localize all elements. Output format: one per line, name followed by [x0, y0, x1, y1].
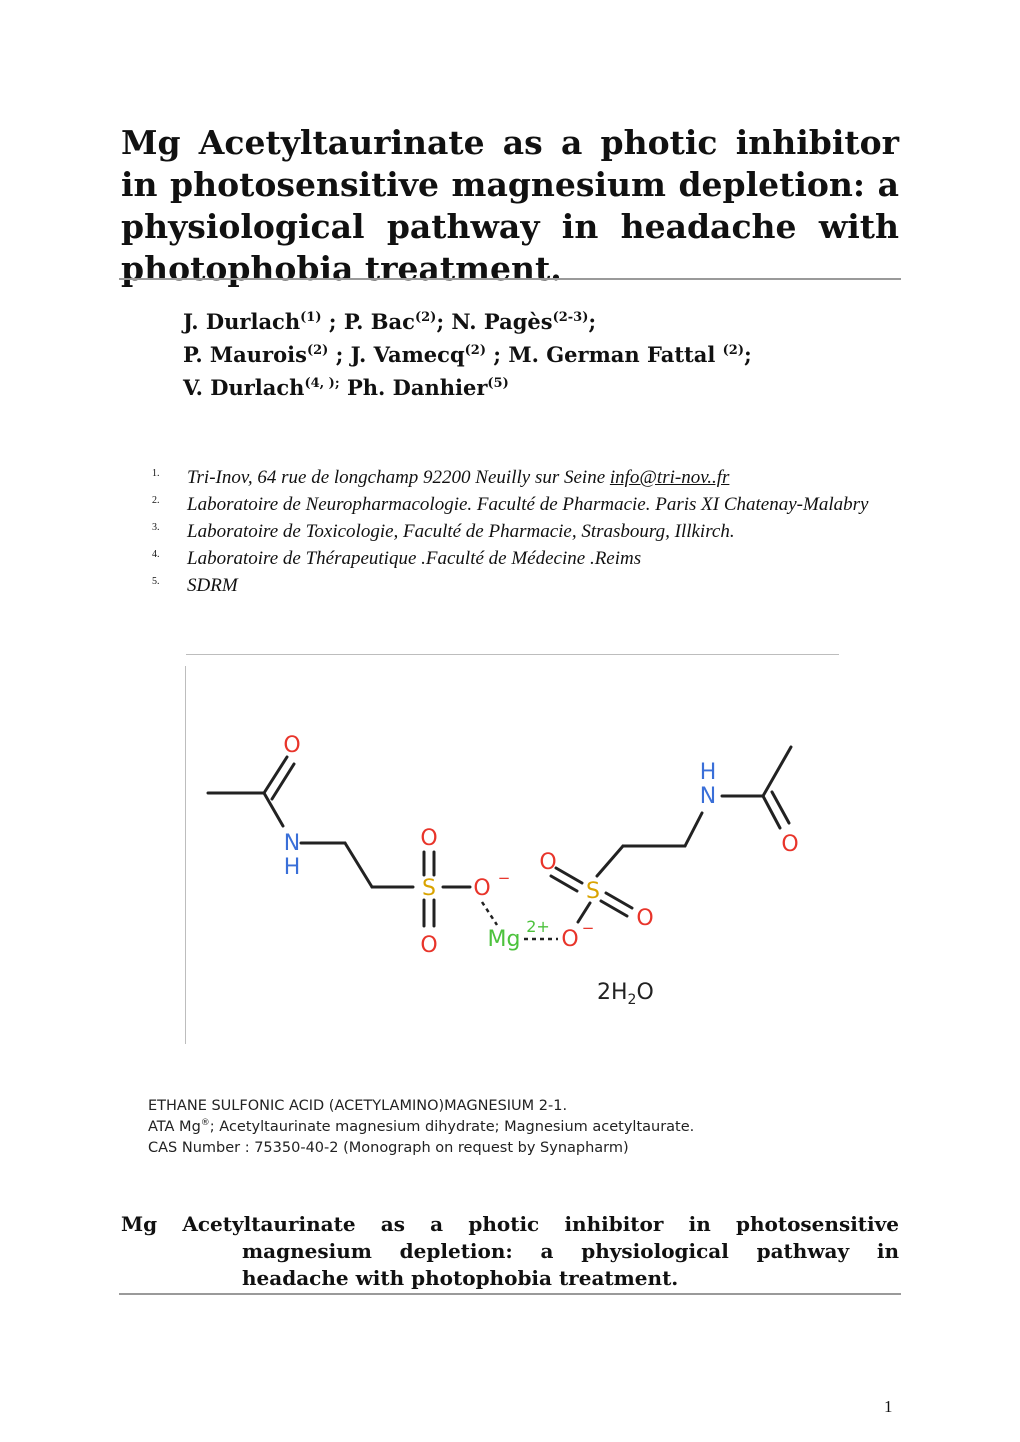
author-affil-ref: (2-3) [552, 310, 589, 325]
oxygen-anion: O [561, 927, 579, 952]
author-name: V. Durlach [183, 375, 305, 400]
oxygen-atom: O [283, 733, 301, 758]
oxygen-atom: O [539, 850, 557, 875]
oxygen-atom: O [420, 933, 438, 958]
author-separator: ; [485, 342, 509, 367]
author-separator [340, 375, 347, 400]
affiliation-text: SDRM [187, 575, 238, 596]
figure-caption [148, 1096, 868, 1159]
author-affil-ref: (1) [300, 310, 322, 325]
oxygen-atom: O [420, 826, 438, 851]
title-divider [119, 278, 901, 280]
caption-line-3: CAS Number : 75350-40-2 (Monograph on request by Synapharm) [148, 1140, 629, 1156]
section-title-line-2: magnesium depletion: a physiological pathway in [242, 1239, 899, 1263]
author-separator: ; [744, 342, 752, 367]
author-separator: ; [588, 309, 597, 334]
bond [763, 747, 791, 796]
author-affil-ref: (2) [722, 343, 745, 358]
author-separator: ; [328, 342, 351, 367]
author-line-1 [183, 305, 903, 338]
affiliation-number: 2. [152, 495, 160, 506]
affiliation-item [152, 572, 900, 599]
affiliation-number: 5. [152, 576, 160, 587]
magnesium-charge: 2+ [526, 917, 550, 936]
atom-labels [283, 733, 798, 958]
affiliation-address: Tri-Inov, 64 rue de longchamp 92200 Neuilly sur Seine [187, 467, 610, 488]
sulfur-atom: S [586, 879, 600, 904]
page-number: 1 [884, 1397, 893, 1416]
caption-line-2 [148, 1117, 868, 1138]
author-name: Ph. Danhier [346, 375, 488, 400]
bond [272, 764, 294, 799]
water-oxygen: O [636, 980, 654, 1005]
affiliation-number: 3. [152, 522, 160, 533]
author-affil-ref: (2) [306, 343, 329, 358]
magnesium-ion: Mg [487, 927, 521, 952]
bond [685, 813, 702, 846]
author-affil-ref: (4, ); [304, 376, 340, 391]
caption-text: ; Acetyltaurinate magnesium dihydrate; Magnesium acetyltaurate. [209, 1119, 695, 1135]
affiliation-list [152, 464, 900, 599]
nitrogen-atom: N [699, 784, 717, 809]
nitrogen-atom: N [283, 831, 301, 856]
bond [345, 843, 372, 887]
author-name: M. German Fattal [508, 342, 723, 367]
bond [264, 757, 287, 793]
registered-mark: ® [200, 1118, 210, 1128]
oxygen-atom: O [781, 832, 799, 857]
author-line-2 [183, 338, 903, 371]
author-affil-ref: (5) [487, 376, 509, 391]
affiliation-text: Laboratoire de Neuropharmacologie. Faculté de Pharmacie. Paris XI Chatenay-Malabry [187, 494, 869, 515]
affiliation-text: Laboratoire de Toxicologie, Faculté de Pharmacie, Strasbourg, Illkirch. [187, 521, 735, 542]
author-separator: ; [321, 309, 344, 334]
author-name: J. Vamecq [350, 342, 465, 367]
paper-title: Mg Acetyltaurinate as a photic inhibitor in photosensitive magnesium depletion: a physiological pathway in headache with photophobia treatment. [121, 123, 899, 288]
author-separator: ; [436, 309, 452, 334]
author-name: J. Durlach [183, 309, 301, 334]
author-name: N. Pagès [451, 309, 553, 334]
sulfur-atom: S [422, 876, 436, 901]
ionic-bond [482, 902, 497, 925]
author-line-3 [183, 371, 903, 404]
affiliation-item [152, 545, 900, 572]
author-name: P. Maurois [183, 342, 307, 367]
figure-frame-top [186, 654, 839, 655]
affiliation-number: 1. [152, 468, 160, 479]
caption-line-1: ETHANE SULFONIC ACID (ACETYLAMINO)MAGNESIUM 2-1. [148, 1098, 568, 1114]
affiliation-text [187, 464, 900, 491]
section-divider [119, 1293, 901, 1295]
affiliation-item [152, 464, 900, 491]
water-formula [597, 980, 654, 1008]
oxygen-atom: O [636, 906, 654, 931]
hydrogen-atom: H [699, 760, 717, 785]
author-list [183, 305, 903, 404]
author-affil-ref: (2) [414, 310, 437, 325]
section-title [121, 1211, 899, 1292]
email-link[interactable]: info@tri-nov..fr [609, 467, 730, 488]
oxygen-anion: O [473, 876, 491, 901]
negative-charge: − [581, 919, 595, 937]
water-subscript: 2 [627, 992, 637, 1008]
hydrogen-atom: H [283, 855, 301, 880]
bond [597, 846, 623, 876]
negative-charge: − [497, 869, 511, 887]
molecule-structure-diagram [190, 700, 810, 1020]
affiliation-text: Laboratoire de Thérapeutique .Faculté de Médecine .Reims [187, 548, 642, 569]
section-title-line-3: headache with photophobia treatment. [242, 1266, 679, 1290]
water-prefix: 2H [597, 980, 628, 1005]
affiliation-number: 4. [152, 549, 160, 560]
section-title-line-1: Mg Acetyltaurinate as a photic inhibitor in photosensitive [121, 1212, 899, 1236]
author-affil-ref: (2) [464, 343, 486, 358]
affiliation-item [152, 491, 900, 518]
figure-frame-left [185, 666, 186, 1044]
author-name: P. Bac [343, 309, 415, 334]
affiliation-item [152, 518, 900, 545]
caption-text: ATA Mg [148, 1119, 201, 1135]
